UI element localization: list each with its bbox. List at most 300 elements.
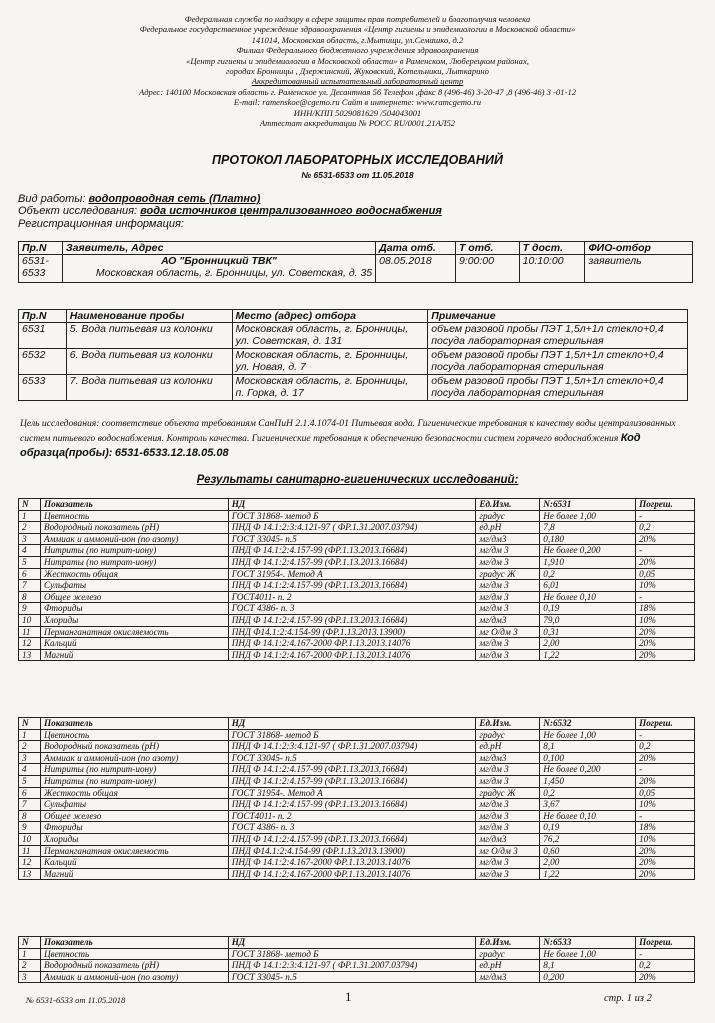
error-margin: 0,2 [636, 960, 695, 972]
header-line: городах Бронницы , Дзержинский, Жуковский, Котельники, Лыткарино [226, 65, 489, 76]
unit: мг/дм 3 [476, 649, 540, 661]
table-row [19, 764, 695, 776]
method-standard: ПНД Ф 14.1:2:3:4.121-97 ( ФР.1.31.2007.03794) [228, 522, 476, 534]
indicator-name: Перманганатная окисляемость [40, 626, 228, 638]
error-margin: - [636, 764, 695, 776]
error-margin: 20% [636, 752, 695, 764]
header-line: «Центр гигиены и эпидемиологии в Московской области» в Раменском, Люберецком районах, [186, 55, 529, 66]
method-standard: ГОСТ4011- п. 2 [228, 810, 476, 822]
row-index: 1 [19, 510, 41, 522]
column-header: Ед.Изм. [476, 937, 540, 949]
result-value: 0,2 [540, 568, 636, 580]
result-value: 1,450 [540, 775, 636, 787]
error-margin: 20% [636, 868, 695, 880]
indicator-name: Аммиак и аммоний-ион (по азоту) [40, 533, 228, 545]
indicator-name: Цветность [40, 510, 228, 522]
indicator-name: Кальций [40, 638, 228, 650]
result-value: Не более 0,10 [540, 810, 636, 822]
indicator-name: Нитраты (по нитрат-иону) [40, 556, 228, 568]
table-row [19, 533, 695, 545]
indicator-name: Аммиак и аммоний-ион (по азоту) [40, 752, 228, 764]
row-index: 13 [19, 649, 41, 661]
column-header: Пр.N [19, 310, 67, 323]
method-standard: ПНД Ф 14.1:2:4.157-99 (ФР.1.13.2013.16684) [228, 556, 476, 568]
header-line: ИНН/КПП 5029081629 /504043001 [293, 107, 422, 118]
method-standard: ПНД Ф 14.1:2:4.157-99 (ФР.1.13.2013.16684) [228, 775, 476, 787]
sampling-time: 9:00:00 [455, 255, 519, 283]
column-header: N:6532 [540, 718, 636, 730]
unit: градус [476, 510, 540, 522]
error-margin: 0,05 [636, 787, 695, 799]
table-row [19, 638, 695, 650]
indicator-name: Цветность [40, 948, 228, 960]
result-value: Не более 1,00 [540, 948, 636, 960]
column-header: Показатель [40, 718, 228, 730]
unit: мг/дм 3 [476, 591, 540, 603]
table-row [19, 960, 695, 972]
result-value: Не более 0,200 [540, 764, 636, 776]
unit: ед.pH [476, 960, 540, 972]
indicator-name: Кальций [40, 857, 228, 869]
column-header: Заявитель, Адрес [62, 242, 375, 255]
row-index: 6 [19, 568, 41, 580]
row-index: 2 [19, 960, 41, 972]
table-row [19, 556, 695, 568]
column-header: ФИО-отбор [585, 242, 693, 255]
sampling-place [232, 349, 428, 375]
unit: мг/дм 3 [476, 580, 540, 592]
column-header: Наименование пробы [66, 310, 232, 323]
table-row [19, 810, 695, 822]
error-margin: 10% [636, 799, 695, 811]
error-margin: 20% [636, 857, 695, 869]
unit: мг/дм 3 [476, 868, 540, 880]
place-line: п. Горка, д. 17 [235, 387, 304, 399]
sample-number-cell [19, 255, 63, 283]
row-index: 8 [19, 810, 41, 822]
method-standard: ГОСТ 4386- п. 3 [228, 822, 476, 834]
column-header: Ед.Изм. [476, 718, 540, 730]
indicator-name: Хлориды [40, 833, 228, 845]
indicator-name: Магний [40, 868, 228, 880]
organization-header [0, 14, 715, 128]
indicator-name: Фториды [40, 603, 228, 615]
table-row [19, 591, 695, 603]
table-row [19, 948, 695, 960]
sampling-date: 08.05.2018 [376, 255, 456, 283]
results-table-6531 [18, 498, 695, 661]
unit: мг/дм3 [476, 614, 540, 626]
unit: мг/дм 3 [476, 857, 540, 869]
error-margin: 20% [636, 533, 695, 545]
research-object-value: вода источников централизованного водоснабжения [140, 205, 442, 217]
unit: градус Ж [476, 787, 540, 799]
column-header: N [19, 718, 41, 730]
applicant-name: АО "Бронницкий ТВК" [161, 255, 277, 267]
method-standard: ПНД Ф 14.1:2:4.157-99 (ФР.1.13.2013.16684) [228, 580, 476, 592]
row-index: 2 [19, 741, 41, 753]
row-index: 12 [19, 638, 41, 650]
table-row [19, 729, 695, 741]
header-row [19, 937, 695, 949]
row-index: 1 [19, 948, 41, 960]
page-number: 1 [345, 989, 352, 1004]
table-row [19, 568, 695, 580]
research-goal [20, 416, 700, 461]
error-margin: - [636, 729, 695, 741]
note-line: объем разовой пробы ПЭТ 1,5л+1л стекло+0,4 [431, 323, 664, 335]
column-header: Дата отб. [376, 242, 456, 255]
table-row [19, 868, 695, 880]
table-row [19, 787, 695, 799]
row-index: 9 [19, 603, 41, 615]
sampling-place [232, 323, 428, 349]
result-value: 1,22 [540, 649, 636, 661]
result-value: 8,1 [540, 960, 636, 972]
result-value: 3,67 [540, 799, 636, 811]
method-standard: ГОСТ 31868- метод Б [228, 510, 476, 522]
column-header: Показатель [40, 937, 228, 949]
indicator-name: Водородный показатель (pH) [40, 522, 228, 534]
row-index: 5 [19, 775, 41, 787]
method-standard: ПНД Ф 14.1:2:4.167-2000 ФР.1.13.2013.14076 [228, 649, 476, 661]
method-standard: ГОСТ 4386- п. 3 [228, 603, 476, 615]
results-table-6532 [18, 717, 695, 880]
indicator-name: Перманганатная окисляемость [40, 845, 228, 857]
unit: мг/дм3 [476, 533, 540, 545]
unit: мг/дм 3 [476, 603, 540, 615]
row-index: 7 [19, 580, 41, 592]
sample-number: 6531- [22, 255, 49, 267]
error-margin: - [636, 510, 695, 522]
place-line: Московская область, г. Бронницы, [235, 375, 409, 387]
unit: мг/дм3 [476, 833, 540, 845]
note-line: посуда лабораторная стерильная [431, 387, 604, 399]
method-standard: ПНД Ф 14.1:2:4.157-99 (ФР.1.13.2013.16684) [228, 799, 476, 811]
goal-text: Цель исследования: соответствие объекта требованиям СанПиН 2.1.4.1074-01 Питьевая вода. Гигиенические требования к качеству воды централизованных систем питьевого водоснабжения. Контроль качества. Гигиенические требования к обеспечению безопасности систем горячего водоснабжения [20, 418, 676, 444]
unit: мг/дм 3 [476, 822, 540, 834]
error-margin: 20% [636, 556, 695, 568]
method-standard: ПНД Ф 14.1:2:4.157-99 (ФР.1.13.2013.16684) [228, 833, 476, 845]
indicator-name: Водородный показатель (pH) [40, 741, 228, 753]
header-line: Федеральная служба по надзору в сфере защиты прав потребителей и благополучия человека [184, 14, 531, 24]
error-margin: 10% [636, 833, 695, 845]
error-margin: 0,05 [636, 568, 695, 580]
table-row [19, 741, 695, 753]
row-index: 13 [19, 868, 41, 880]
column-header: N:6533 [540, 937, 636, 949]
unit: мг/дм 3 [476, 764, 540, 776]
result-value: 76,2 [540, 833, 636, 845]
sample-code-value: 6531-6533.12.18.05.08 [114, 447, 229, 459]
table-row [19, 626, 695, 638]
sampling-place [232, 375, 428, 401]
column-header: N [19, 937, 41, 949]
column-header: Т отб. [455, 242, 519, 255]
result-value: Не более 1,00 [540, 729, 636, 741]
sample-note [428, 375, 688, 401]
header-line: 141014, Московская область, г.Мытищи, ул.Семашко, д.2 [251, 34, 464, 45]
sample-number: 6533 [19, 375, 67, 401]
error-margin: - [636, 810, 695, 822]
unit: ед.pH [476, 522, 540, 534]
row-index: 6 [19, 787, 41, 799]
result-value: 0,60 [540, 845, 636, 857]
error-margin: 20% [636, 638, 695, 650]
column-header: НД [228, 718, 476, 730]
unit: градус [476, 948, 540, 960]
error-margin: 20% [636, 626, 695, 638]
result-value: 0,2 [540, 787, 636, 799]
result-value: Не более 1,00 [540, 510, 636, 522]
protocol-title: ПРОТОКОЛ ЛАБОРАТОРНЫХ ИССЛЕДОВАНИЙ [212, 153, 503, 167]
table-row [19, 822, 695, 834]
row-index: 10 [19, 614, 41, 626]
column-header: N [19, 499, 41, 511]
row-index: 8 [19, 591, 41, 603]
unit: мг/дм3 [476, 971, 540, 983]
table-row [19, 255, 693, 283]
sample-name: 6. Вода питьевая из колонки [66, 349, 232, 375]
table-row [19, 833, 695, 845]
table-row [19, 375, 688, 401]
sample-number: 6531 [19, 323, 67, 349]
method-standard: ГОСТ 33045- п.5 [228, 971, 476, 983]
applicant-table [18, 241, 693, 283]
column-header: Т дост. [519, 242, 585, 255]
error-margin: 20% [636, 649, 695, 661]
table-row [19, 775, 695, 787]
table-row [19, 349, 688, 375]
note-line: посуда лабораторная стерильная [431, 361, 604, 373]
row-index: 3 [19, 971, 41, 983]
result-value: 2,00 [540, 857, 636, 869]
result-value: 1,22 [540, 868, 636, 880]
result-value: 0,200 [540, 971, 636, 983]
indicator-name: Нитраты (по нитрат-иону) [40, 775, 228, 787]
table-row [19, 323, 688, 349]
row-index: 2 [19, 522, 41, 534]
error-margin: 10% [636, 580, 695, 592]
indicator-name: Нитриты (по нитрит-иону) [40, 764, 228, 776]
sample-note [428, 323, 688, 349]
method-standard: ПНД Ф 14.1:2:4.157-99 (ФР.1.13.2013.16684) [228, 764, 476, 776]
header-line: E-mail: ramenskoe@cgemo.ru Сайт в интернете: www.ramcgemo.ru [233, 97, 482, 108]
applicant-address: Московская область, г. Бронницы, ул. Советская, д. 35 [95, 267, 373, 279]
unit: мг/дм 3 [476, 638, 540, 650]
method-standard: ПНД Ф14.1:2:4.154-99 (ФР.1.13.2013.13900) [228, 626, 476, 638]
registration-info-label: Регистрационная информация: [18, 218, 184, 230]
research-object [18, 205, 442, 217]
sampler-name: заявитель [585, 255, 693, 283]
applicant-cell [62, 255, 375, 283]
unit: мг/дм 3 [476, 545, 540, 557]
place-line: Московская область, г. Бронницы, [235, 323, 409, 335]
result-value: 0,31 [540, 626, 636, 638]
table-row [19, 971, 695, 983]
column-header: Ед.Изм. [476, 499, 540, 511]
table-row [19, 857, 695, 869]
result-value: 2,00 [540, 638, 636, 650]
method-standard: ГОСТ 31954-. Метод А [228, 568, 476, 580]
table-row [19, 845, 695, 857]
table-row [19, 510, 695, 522]
method-standard: ГОСТ4011- п. 2 [228, 591, 476, 603]
result-value: 8,1 [540, 741, 636, 753]
column-header: Пр.N [19, 242, 63, 255]
column-header: НД [228, 499, 476, 511]
result-value: 0,19 [540, 603, 636, 615]
result-value: 7,8 [540, 522, 636, 534]
result-value: 6,01 [540, 580, 636, 592]
table-row [19, 522, 695, 534]
row-index: 1 [19, 729, 41, 741]
error-margin: - [636, 545, 695, 557]
error-margin: 18% [636, 603, 695, 615]
row-index: 4 [19, 764, 41, 776]
column-header: Погреш. [636, 937, 695, 949]
error-margin: - [636, 591, 695, 603]
header-line: Аттестат аккредитации № РОСС RU/0001.21АЛ52 [259, 117, 456, 128]
unit: мг/дм 3 [476, 799, 540, 811]
place-line: ул. Новая, д. 7 [235, 361, 306, 373]
indicator-name: Цветность [40, 729, 228, 741]
table-row [19, 752, 695, 764]
indicator-name: Нитриты (по нитрит-иону) [40, 545, 228, 557]
row-index: 10 [19, 833, 41, 845]
unit: мг О/дм 3 [476, 626, 540, 638]
table-row [19, 545, 695, 557]
place-line: ул. Советская, д. 131 [235, 335, 343, 347]
method-standard: ПНД Ф14.1:2:4.154-99 (ФР.1.13.2013.13900) [228, 845, 476, 857]
row-index: 5 [19, 556, 41, 568]
row-index: 12 [19, 857, 41, 869]
error-margin: 0,2 [636, 522, 695, 534]
method-standard: ГОСТ 33045- п.5 [228, 533, 476, 545]
method-standard: ГОСТ 31954-. Метод А [228, 787, 476, 799]
work-type-label: Вид работы: [18, 193, 86, 205]
row-index: 9 [19, 822, 41, 834]
method-standard: ПНД Ф 14.1:2:3:4.121-97 ( ФР.1.31.2007.03794) [228, 741, 476, 753]
indicator-name: Фториды [40, 822, 228, 834]
header-row [19, 499, 695, 511]
result-value: 0,180 [540, 533, 636, 545]
error-margin: 10% [636, 614, 695, 626]
header-line: Адрес: 140100 Московская область г. Раменское ул. Десантная 56 Телефон ,факс 8 (496-46) 3-20-47 ,8 (496-46) 3 -01-12 [138, 86, 577, 97]
indicator-name: Сульфаты [40, 580, 228, 592]
method-standard: ПНД Ф 14.1:2:4.167-2000 ФР.1.13.2013.14076 [228, 868, 476, 880]
table-row [19, 580, 695, 592]
note-line: объем разовой пробы ПЭТ 1,5л+1л стекло+0,4 [431, 349, 664, 361]
research-object-label: Объект исследования: [18, 205, 138, 217]
result-value: 0,19 [540, 822, 636, 834]
header-row [19, 718, 695, 730]
indicator-name: Жесткость общая [40, 787, 228, 799]
sample-number: 6533 [22, 267, 46, 279]
place-line: Московская область, г. Бронницы, [235, 349, 409, 361]
indicator-name: Общее железо [40, 591, 228, 603]
indicator-name: Общее железо [40, 810, 228, 822]
table-row [19, 799, 695, 811]
result-value: 79,0 [540, 614, 636, 626]
samples-table [18, 309, 688, 401]
protocol-number: № 6531-6533 от 11.05.2018 [301, 170, 414, 180]
method-standard: ГОСТ 31868- метод Б [228, 729, 476, 741]
sample-code-label: Код образца(пробы): [20, 432, 641, 459]
indicator-name: Магний [40, 649, 228, 661]
unit: градус [476, 729, 540, 741]
column-header: НД [228, 937, 476, 949]
header-line: Федеральное государственное учреждение здравоохранения «Центр гигиены и эпидемиологии в Московской области» [139, 24, 576, 35]
row-index: 3 [19, 533, 41, 545]
unit: градус Ж [476, 568, 540, 580]
result-value: Не более 0,10 [540, 591, 636, 603]
row-index: 11 [19, 845, 41, 857]
work-type-value: водопроводная сеть (Платно) [88, 193, 261, 205]
delivery-time: 10:10:00 [519, 255, 585, 283]
unit: мг/дм 3 [476, 775, 540, 787]
row-index: 3 [19, 752, 41, 764]
indicator-name: Водородный показатель (pH) [40, 960, 228, 972]
method-standard: ГОСТ 31868- метод Б [228, 948, 476, 960]
unit: мг/дм 3 [476, 556, 540, 568]
unit: мг/дм3 [476, 752, 540, 764]
method-standard: ПНД Ф 14.1:2:4.167-2000 ФР.1.13.2013.14076 [228, 857, 476, 869]
sample-number: 6532 [19, 349, 67, 375]
error-margin: 20% [636, 775, 695, 787]
row-index: 7 [19, 799, 41, 811]
method-standard: ПНД Ф 14.1:2:4.157-99 (ФР.1.13.2013.16684) [228, 614, 476, 626]
indicator-name: Жесткость общая [40, 568, 228, 580]
column-header: Показатель [40, 499, 228, 511]
row-index: 4 [19, 545, 41, 557]
indicator-name: Аммиак и аммоний-ион (по азоту) [40, 971, 228, 983]
method-standard: ГОСТ 33045- п.5 [228, 752, 476, 764]
results-table-6533 [18, 936, 695, 983]
result-value: Не более 0,200 [540, 545, 636, 557]
column-header: Место (адрес) отбора [232, 310, 428, 323]
result-value: 0,100 [540, 752, 636, 764]
header-line: Аккредитованный испытательный лабораторный центр [251, 76, 464, 87]
table-row [19, 603, 695, 615]
table-row [19, 649, 695, 661]
indicator-name: Сульфаты [40, 799, 228, 811]
sample-name: 5. Вода питьевая из колонки [66, 323, 232, 349]
column-header: Погреш. [636, 718, 695, 730]
column-header: Примечание [428, 310, 688, 323]
row-index: 11 [19, 626, 41, 638]
column-header: Погреш. [636, 499, 695, 511]
footer-protocol-number: № 6531-6533 от 11.05.2018 [26, 995, 126, 1005]
error-margin: 20% [636, 971, 695, 983]
result-value: 1,910 [540, 556, 636, 568]
column-header: N:6531 [540, 499, 636, 511]
error-margin: 20% [636, 845, 695, 857]
header-line: Филиал Федерального бюджетного учреждения здравоохранения [236, 45, 479, 56]
unit: ед.pH [476, 741, 540, 753]
page-counter: стр. 1 из 2 [604, 993, 652, 1004]
note-line: объем разовой пробы ПЭТ 1,5л+1л стекло+0,4 [431, 375, 664, 387]
method-standard: ПНД Ф 14.1:2:4.157-99 (ФР.1.13.2013.16684) [228, 545, 476, 557]
unit: мг О/дм 3 [476, 845, 540, 857]
method-standard: ПНД Ф 14.1:2:3:4.121-97 ( ФР.1.31.2007.03794) [228, 960, 476, 972]
indicator-name: Хлориды [40, 614, 228, 626]
note-line: посуда лабораторная стерильная [431, 335, 604, 347]
unit: мг/дм 3 [476, 810, 540, 822]
table-row [19, 614, 695, 626]
sample-note [428, 349, 688, 375]
sample-name: 7. Вода питьевая из колонки [66, 375, 232, 401]
